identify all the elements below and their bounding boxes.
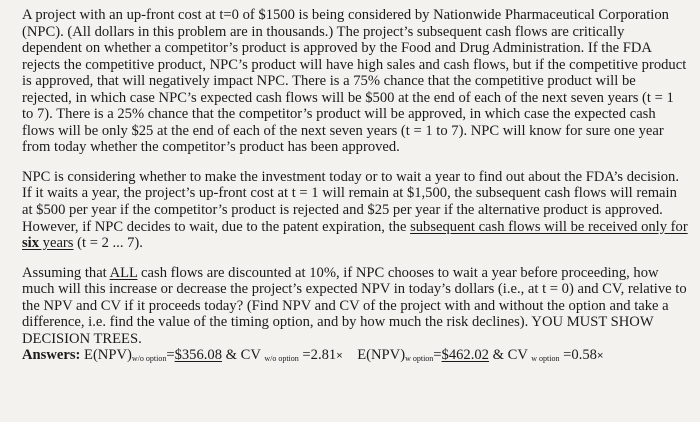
npv-without-option-label: E(NPV) [84, 347, 132, 364]
problem-paragraph-1: A project with an up-front cost at t=0 of $1500 is being considered by Nationwide Pharmaceutical Corporation (NPC). (All dollars in this problem are in thousands.) The project’s subsequent cash flows are critically dependent on whether a competitor’s product is approved by the Food and Drug Administration. If the FDA rejects the competitive product, NPC’s product will have high sales and cash flows, but if the competitive product is approved, that will negatively impact NPC. There is a 75% chance that the competitive product will be rejected, in which case NPC’s expected cash flows will be $500 at the end of each of the next seven years (t = 1 to 7). There is a 25% chance that the competitor’s product will be approved, in which case the expected cash flows will be only $25 at the end of each of the next seven years (t = 1 to 7). NPC will know for sure one year from today whether the competitor’s product has been approved. [22, 7, 687, 156]
paragraph-2-tail: (t = 2 ... 7). [73, 235, 143, 252]
cv-without-option-times: × [336, 350, 343, 363]
ampersand-cv-2: & CV [488, 347, 532, 364]
cv-with-option-times: × [596, 350, 604, 363]
npv-without-option-value: $356.08 [174, 347, 222, 364]
cv-with-option-subscript: w option [531, 354, 560, 364]
paragraph-3-post: cash flows are discounted at 10%, if NPC chooses to wait a year before proceeding, how much will this increase or decrease the project’s expected NPV in today’s dollars (i.e., at t = 0) and CV, relative to the NPV and CV if it proceeds today? (Find NPV and CV of the project with and without the option and take a difference, i.e. find the value of the timing option, and by how much the risk declines). YOU MUST SHOW DECISION TREES. [22, 264, 687, 347]
paragraph-3-underlined-all: ALL [109, 264, 138, 281]
problem-paragraph-3 [22, 265, 688, 348]
ampersand-cv-1: & CV [222, 347, 265, 364]
npv-without-option-equals: = [166, 347, 175, 364]
npv-with-option-equals: = [433, 347, 442, 364]
paragraph-2-text: NPC is considering whether to make the investment today or to wait a year to find out about the FDA’s decision. If it waits a year, the project’s up-front cost at t = 1 will remain at $1,500, the subsequent cash flows will remain at $500 per year if the competitor’s product is rejected and $25 per year if the alternative product is approved. However, if NPC decides to wait, due to the patent expiration, the [22, 168, 680, 235]
underlined-pre: subsequent cash flows will be received only for [410, 218, 688, 235]
answers-label: Answers: [22, 347, 81, 364]
paragraph-3-pre: Assuming that [22, 264, 110, 281]
npv-with-option-value: $462.02 [441, 347, 489, 364]
problem-paragraph-2 [22, 169, 688, 252]
npv-with-option-label: E(NPV) [357, 347, 406, 364]
answers-line [22, 347, 688, 367]
underlined-post: years [39, 235, 74, 252]
npv-without-option-subscript: w/o option [131, 354, 167, 364]
cv-without-option-subscript: w/o option [264, 354, 299, 364]
npv-with-option-subscript: w option [405, 354, 434, 364]
cv-without-option-value: =2.81 [298, 347, 337, 364]
cv-with-option-value: =0.58 [559, 347, 597, 364]
underlined-bold-six: six [22, 235, 40, 252]
